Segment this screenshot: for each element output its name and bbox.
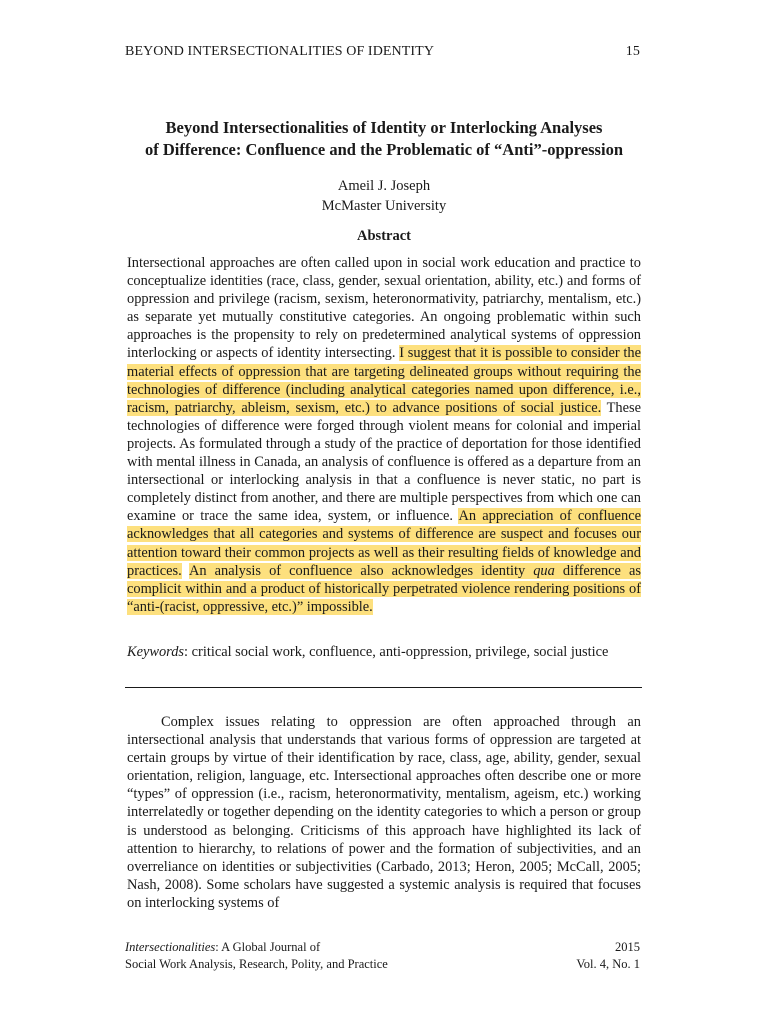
body-paragraph: Complex issues relating to oppression are often approached through an intersectional analysis that understands that various forms of oppression are targeted at certain groups by virtue of their identification by race, class, age, ability, gender, sexual orientation, religion, language, etc. Intersectional approaches often describe one or more “types” of oppression (i.e., racism, heteronormativity, mentalism, ageism, etc.) working interrelatedly or together depending on the identity categories to which a person or group is understood as belonging. Criticisms of this approach have highlighted its lack of attention to hierarchy, to relations of power and the formation of subjectivities, and an overreliance on identities or subjectivities (Carbado, 2013; Heron, 2005; McCall, 2005; Nash, 2008). Some scholars have suggested a systemic analysis is required that focuses on interlocking systems of [127, 714, 641, 911]
abstract-text [127, 254, 641, 616]
author-affiliation: McMaster University [321, 198, 447, 214]
footer-volume: Vol. 4, No. 1 [576, 957, 640, 971]
keywords-line [127, 643, 641, 661]
journal-name: Intersectionalities [125, 940, 216, 954]
author-block [100, 176, 668, 216]
title-line-1: Beyond Intersectionalities of Identity or Interlocking Analyses [165, 118, 603, 137]
highlighted-text: difference as complicit within and a product of historically perpetrated violence rendering positions of “anti-(racist, oppressive, etc.)” impossible. [127, 562, 641, 615]
keywords-terms: critical social work, confluence, anti-oppression, privilege, social justice [191, 644, 609, 660]
footer-issue [576, 939, 640, 973]
author-name: Ameil J. Joseph [337, 178, 431, 194]
keywords-separator: : [184, 644, 192, 660]
journal-subtitle: : A Global Journal of [215, 940, 321, 954]
highlighted-italic-term: qua [533, 562, 555, 579]
abstract-segment [182, 563, 189, 579]
page-number: 15 [625, 44, 640, 59]
highlighted-passage: An appreciation of confluence acknowledges that all categories and systems of difference are suspect and focuses our attention toward their common projects as well as their resulting fields of knowledge and practices. [127, 508, 642, 579]
abstract-segment: Intersectional approaches are often called upon in social work education and practice to conceptualize identities (race, class, gender, sexual orientation, ability, etc.) and forms of oppression and privilege (racism, sexism, heteronormativity, patriarchy, mentalism, etc.) as separate yet mutually constitutive categories. An ongoing problematic within such approaches is the propensity to rely on predetermined analytical systems of oppression interlocking or aspects of identity intersecting. [127, 255, 641, 362]
highlighted-text: An analysis of confluence also acknowledges identity [189, 562, 534, 579]
footer-year: 2015 [615, 940, 640, 954]
highlighted-passage: I suggest that it is possible to consider the material effects of oppression that are targeting delineated groups without requiring the technologies of difference (including analytical categories named upon difference, i.e., racism, patriarchy, ableism, sexism, etc.) to advance positions of social justice. [127, 345, 641, 416]
journal-name-line [125, 939, 388, 956]
running-header [125, 44, 640, 60]
section-divider [125, 687, 642, 688]
title-line-2: of Difference: Confluence and the Problematic of “Anti”-oppression [145, 140, 623, 159]
article-title [100, 117, 668, 161]
highlighted-passage [127, 563, 641, 615]
page-footer [125, 939, 640, 973]
abstract-segment: These technologies of difference were forged through violent means for colonial and imperial projects. As formulated through a study of the practice of deportation for those identified with mental illness in Canada, an analysis of confluence is offered as a departure from an intersectional or interlocking analysis in that a confluence is never static, no part is completely distinct from another, and there are multiple perspectives from which one can examine or trace the same idea, system, or influence. [127, 399, 641, 525]
journal-name-line-2: Social Work Analysis, Research, Polity, and Practice [125, 957, 388, 971]
abstract-heading: Abstract [357, 228, 411, 244]
footer-journal [125, 939, 388, 973]
running-title: BEYOND INTERSECTIONALITIES OF IDENTITY [125, 44, 435, 59]
keywords-label: Keywords [127, 644, 185, 660]
